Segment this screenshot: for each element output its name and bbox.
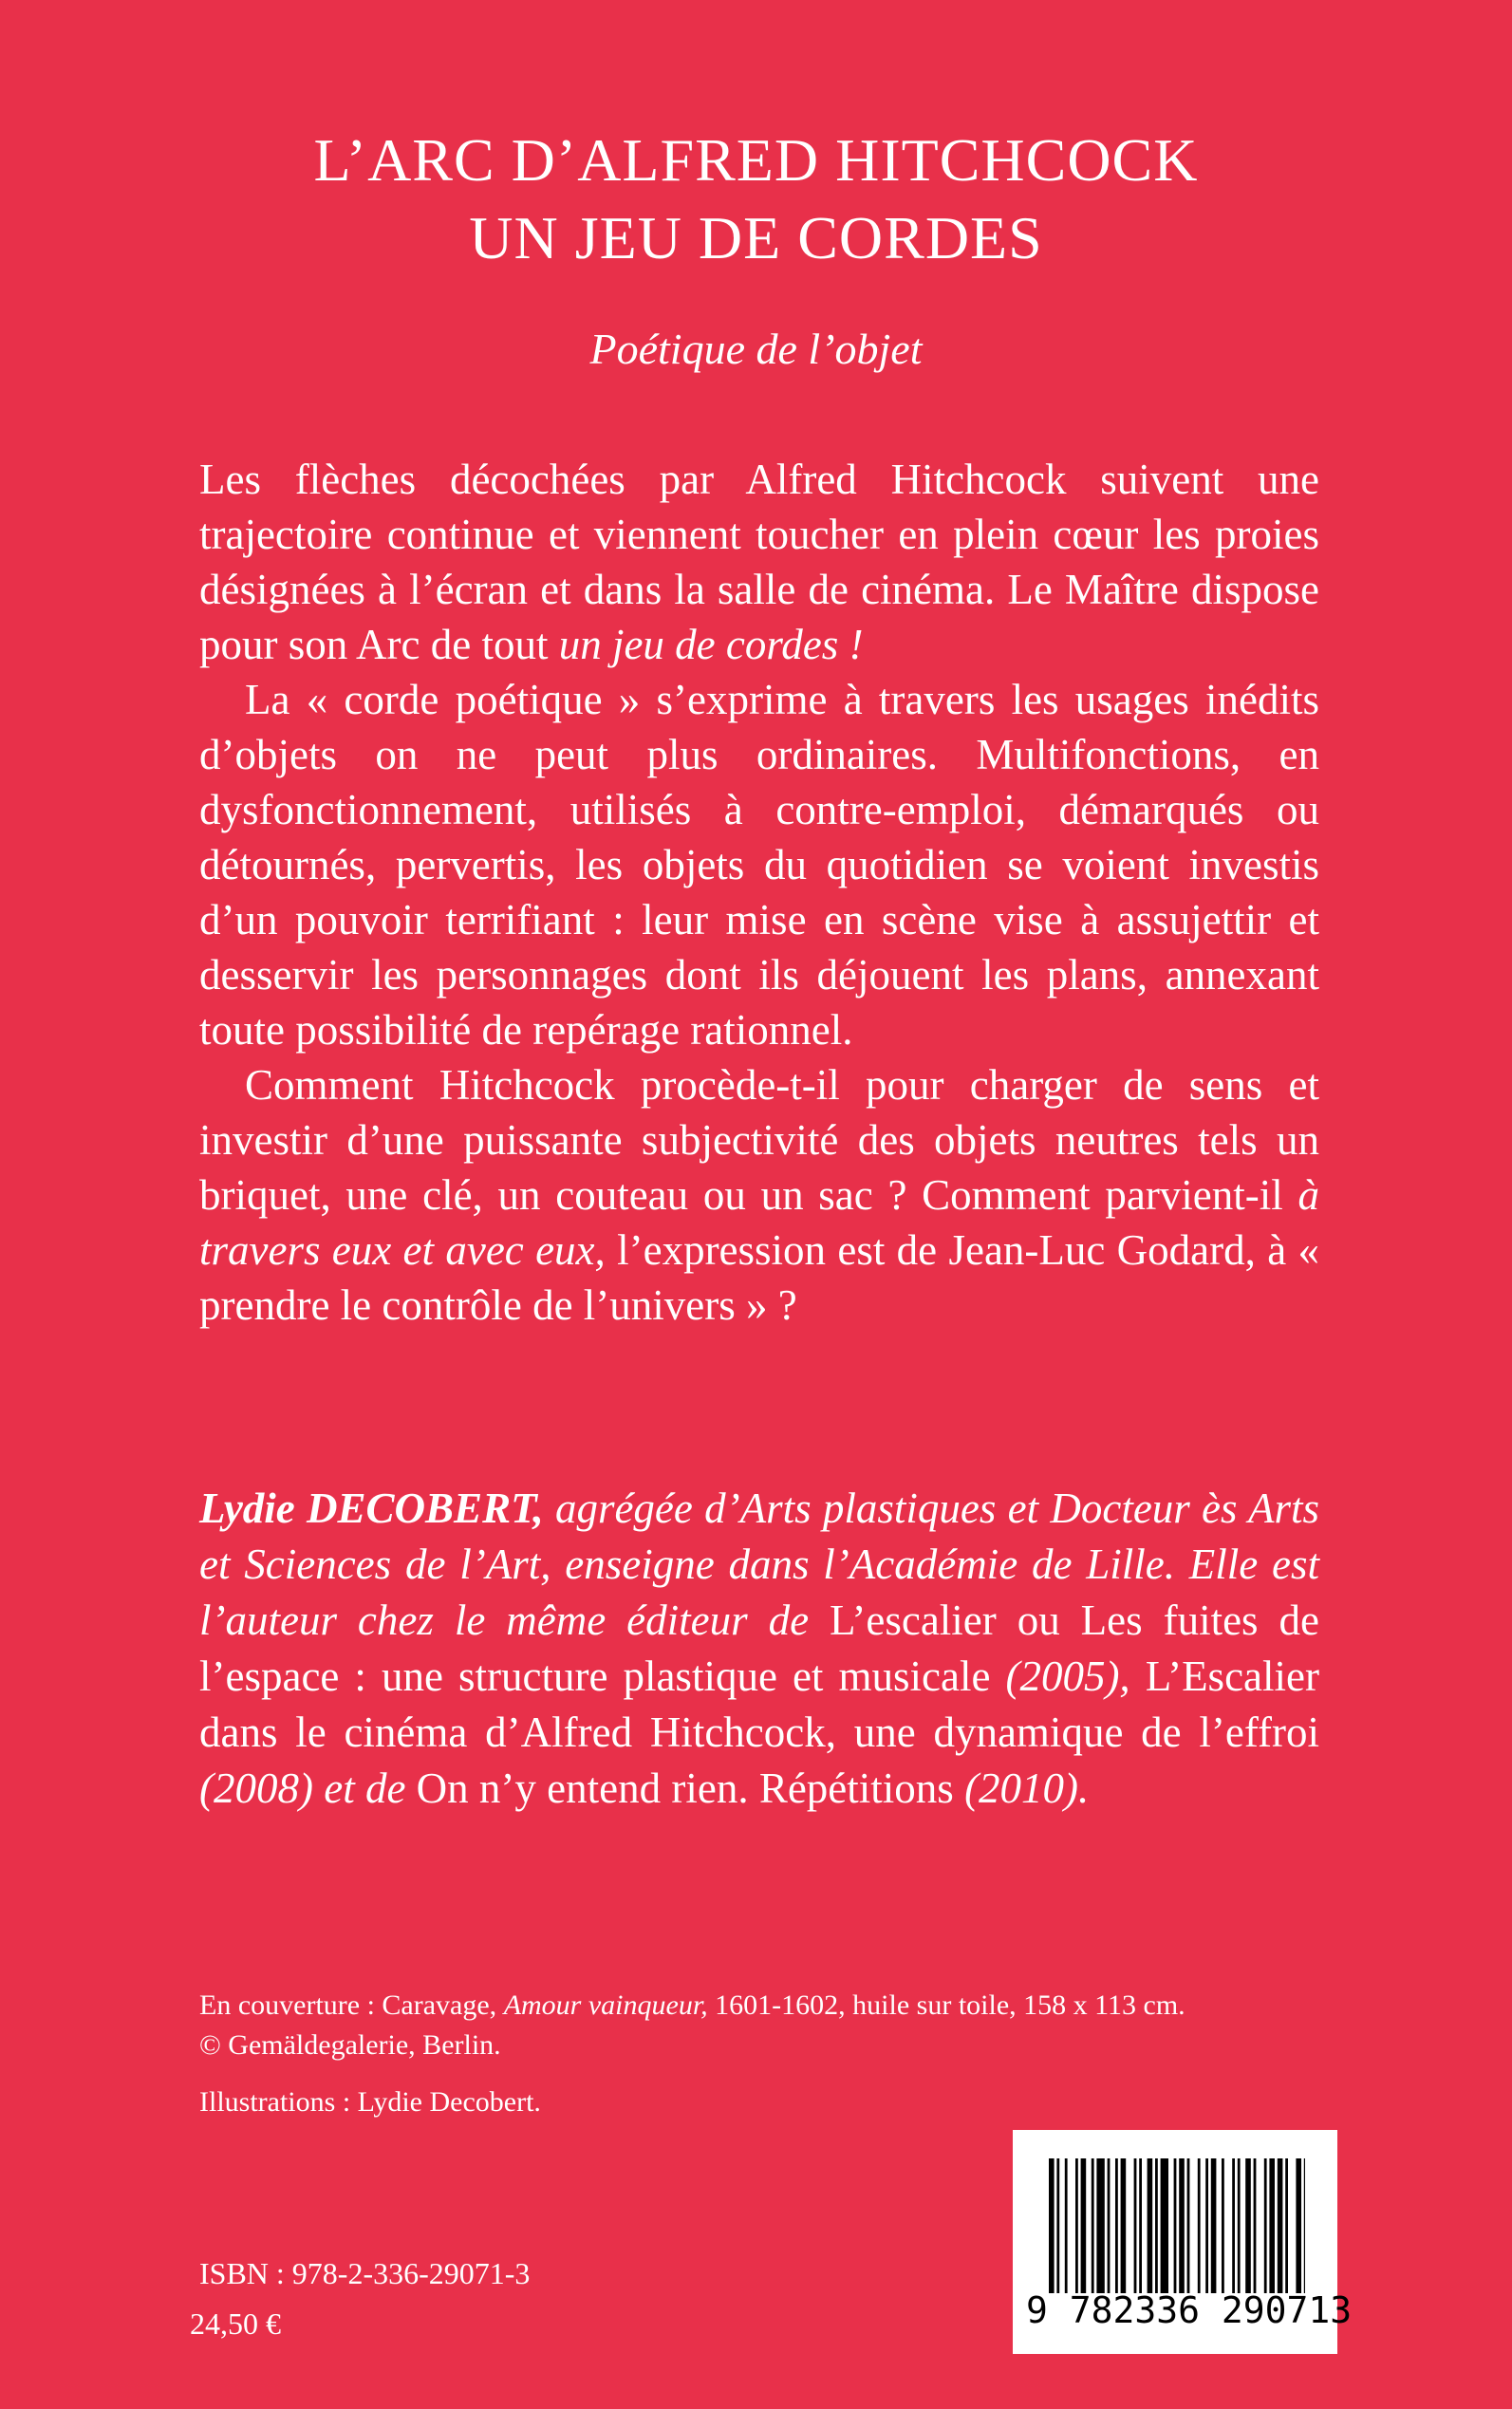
copyright-line: © Gemäldegalerie, Berlin. bbox=[199, 2029, 501, 2061]
blurb-p3-text-b: l’expression est de Jean-Luc Godard, à « prendre le contrôle de l’univers » ? bbox=[199, 1226, 1319, 1329]
barcode-bar bbox=[1179, 2158, 1185, 2293]
bio-book-3: On n’y entend rien. Répétitions bbox=[416, 1765, 954, 1812]
bio-book-1: L’escalier ou Les fuites de l’espace : une structure plastique et musicale bbox=[199, 1597, 1319, 1700]
barcode-digits: 9 782336 290713 bbox=[1026, 2289, 1353, 2331]
blurb-p3-italic: à travers eux et avec eux, bbox=[199, 1171, 1319, 1274]
barcode-bar bbox=[1139, 2158, 1142, 2293]
barcode-bar bbox=[1198, 2158, 1201, 2293]
barcode-bar bbox=[1269, 2158, 1275, 2293]
barcode-bar bbox=[1161, 2158, 1168, 2293]
barcode-bar bbox=[1187, 2158, 1190, 2293]
barcode-bar bbox=[1096, 2158, 1104, 2293]
blurb-paragraph-1 bbox=[199, 452, 1319, 672]
bio-book-2: L’Escalier dans le cinéma d’Alfred Hitchcock, une dynamique de l’effroi bbox=[199, 1653, 1319, 1756]
barcode-bar bbox=[1254, 2158, 1257, 2293]
barcode-bar bbox=[1115, 2158, 1118, 2293]
author-bio bbox=[199, 1481, 1319, 1817]
bio-text-3: (2008) et de bbox=[199, 1765, 417, 1812]
title-line-1: L’ARC D’ALFRED HITCHCOCK bbox=[313, 126, 1199, 194]
barcode-bar bbox=[1075, 2158, 1078, 2293]
barcode-bar bbox=[1296, 2158, 1301, 2293]
cover-credit-rest: 1601-1602, huile sur toile, 158 x 113 cm. bbox=[707, 1989, 1185, 2021]
cover-credit-work: Amour vainqueur, bbox=[503, 1989, 708, 2021]
cover-credit bbox=[199, 1986, 1338, 2026]
author-name: Lydie DECOBERT, bbox=[199, 1485, 544, 1532]
barcode-bar bbox=[1238, 2158, 1241, 2293]
blurb-p1-text: Les flèches décochées par Alfred Hitchcock suivent une trajectoire continue et viennent toucher en plein cœur les proies désignées à l’écran et dans la salle de cinéma. Le Maître dispose pour son Arc de tout bbox=[199, 456, 1319, 668]
barcode-bar bbox=[1148, 2158, 1153, 2293]
barcode-bar bbox=[1304, 2158, 1305, 2293]
blurb bbox=[199, 452, 1319, 1333]
barcode-bar bbox=[1155, 2158, 1158, 2293]
barcode-box bbox=[1013, 2130, 1353, 2354]
bio-text-2: (2005), bbox=[990, 1653, 1130, 1700]
blurb-paragraph-3 bbox=[199, 1057, 1319, 1333]
credits bbox=[199, 1986, 1338, 2122]
barcode-bar bbox=[1108, 2158, 1111, 2293]
barcode-bar bbox=[1174, 2158, 1177, 2293]
title-block bbox=[0, 121, 1512, 277]
barcode-bar bbox=[1211, 2158, 1217, 2293]
blurb-p1-italic: un jeu de cordes ! bbox=[558, 621, 864, 668]
cover-credit-label: En couverture : Caravage, bbox=[199, 1989, 504, 2021]
barcode-bar bbox=[1285, 2158, 1288, 2293]
barcode-bar bbox=[1121, 2158, 1127, 2293]
barcode-bar bbox=[1205, 2158, 1208, 2293]
subtitle: Poétique de l’objet bbox=[589, 325, 923, 373]
barcode-bar bbox=[1264, 2158, 1267, 2293]
barcode-bar bbox=[1232, 2158, 1235, 2293]
isbn: ISBN : 978-2-336-29071-3 bbox=[199, 2256, 531, 2290]
barcode-bar bbox=[1049, 2158, 1055, 2293]
blurb-p3-text-a: Comment Hitchcock procède-t-il pour charger de sens et investir d’une puissante subjectivité des objets neutres tels un briquet, une clé, un couteau ou un sac ? Comment parvient-il bbox=[199, 1061, 1319, 1219]
barcode-bar bbox=[1065, 2158, 1068, 2293]
barcode-bar bbox=[1056, 2158, 1059, 2293]
bio-text-1: agrégée d’Arts plastiques et Docteur ès Arts et Sciences de l’Art, enseigne dans l’Académie de Lille. Elle est l’auteur chez le même éditeur de bbox=[199, 1485, 1319, 1644]
barcode-bar bbox=[1222, 2158, 1224, 2293]
blurb-paragraph-2: La « corde poétique » s’exprime à travers les usages inédits d’objets on ne peut plus ordinaires. Multifonctions, en dysfonctionnement, utilisés à contre-emploi, démarqués ou détournés, pervertis, les objets du quotidien se voient investis d’un pouvoir terrifiant : leur mise en scène vise à assujettir et desservir les personnages dont ils déjouent les plans, annexant toute possibilité de repérage rationnel. bbox=[199, 676, 1319, 1054]
barcode-bar bbox=[1134, 2158, 1137, 2293]
barcode-bar bbox=[1278, 2158, 1283, 2293]
bio-text-4: (2010). bbox=[953, 1765, 1090, 1812]
price: 24,50 € bbox=[190, 2306, 281, 2341]
author-bio-paragraph bbox=[199, 1481, 1319, 1817]
barcode-bar bbox=[1245, 2158, 1251, 2293]
barcode-icon bbox=[1049, 2158, 1305, 2293]
barcode-bar bbox=[1092, 2158, 1094, 2293]
title-line-2: UN JEU DE CORDES bbox=[469, 204, 1043, 271]
illustrations-credit: Illustrations : Lydie Decobert. bbox=[199, 2086, 541, 2118]
barcode-bar bbox=[1081, 2158, 1087, 2293]
